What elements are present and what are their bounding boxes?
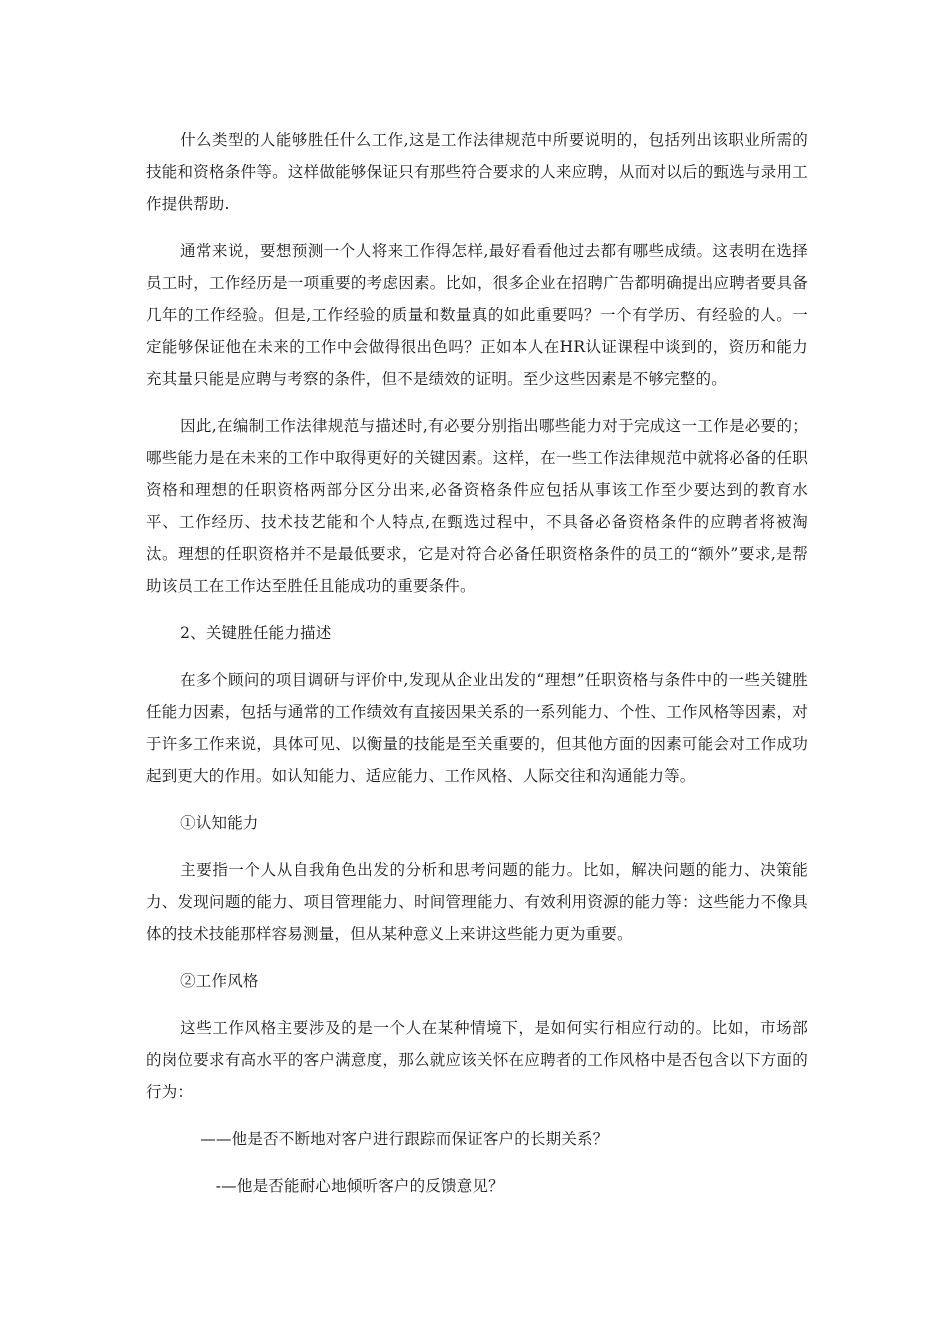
document-body — [146, 124, 808, 1217]
section-heading-key-competency: 2、关键胜任能力描述 — [180, 624, 332, 642]
paragraph-work-style: 这些工作风格主要涉及的是一个人在某种情境下，是如何实行相应行动的。比如，市场部的岗位要求有高水平的客户满意度，那么就应该关怀在应聘者的工作风格中是否包含以下方面的行为： — [146, 1019, 808, 1101]
subheading-work-style: ②工作风格 — [180, 972, 259, 990]
paragraph-cognitive-ability: 主要指一个人从自我角色出发的分析和思考问题的能力。比如，解决问题的能力、决策能力、发现问题的能力、项目管理能力、时间管理能力、有效利用资源的能力等：这些能力不像具体的技术技能那样容易测量，但从某种意义上来讲这些能力更为重要。 — [146, 861, 808, 943]
bullet-customer-tracking: ——他是否不断地对客户进行跟踪而保证客户的长期关系？ — [200, 1130, 609, 1148]
bullet-customer-feedback: -—他是否能耐心地倾听客户的反馈意见？ — [215, 1177, 504, 1195]
paragraph-work-experience: 通常来说，要想预测一个人将来工作得怎样,最好看看他过去都有哪些成绩。这表明在选择员工时，工作经历是一项重要的考虑因素。比如，很多企业在招聘广告都明确提出应聘者要具备几年的工作经验。但是,工作经验的质量和数量真的如此重要吗？一个有学历、有经验的人。一定能够保证他在未来的工作中会做得很出色吗？正如本人在HR认证课程中谈到的，资历和能力充其量只能是应聘与考察的条件，但不是绩效的证明。至少这些因素是不够完整的。 — [146, 242, 808, 388]
paragraph-qualification-intro: 什么类型的人能够胜任什么工作,这是工作法律规范中所要说明的，包括列出该职业所需的技能和资格条件等。这样做能够保证只有那些符合要求的人来应聘，从而对以后的甄选与录用工作提供帮助. — [146, 131, 808, 213]
paragraph-required-vs-ideal: 因此,在编制工作法律规范与描述时,有必要分别指出哪些能力对于完成这一工作是必要的；哪些能力是在未来的工作中取得更好的关键因素。这样，在一些工作法律规范中就将必备的任职资格和理想的任职资格两部分区分出来,必备资格条件应包括从事该工作至少要达到的教育水平、工作经历、技术技艺能和个人特点,在甄选过程中，不具备必备资格条件的应聘者将被淘汰。理想的任职资格并不是最低要求，它是对符合必备任职资格条件的员工的“额外”要求,是帮助该员工在工作达至胜任且能成功的重要条件。 — [146, 417, 808, 595]
paragraph-key-competency-factors: 在多个顾问的项目调研与评价中,发现从企业出发的“理想”任职资格与条件中的一些关键胜任能力因素，包括与通常的工作绩效有直接因果关系的一系列能力、个性、工作风格等因素，对于许多工作来说，具体可见、以衡量的技能是至关重要的，但其他方面的因素可能会对工作成功起到更大的作用。如认知能力、适应能力、工作风格、人际交往和沟通能力等。 — [146, 671, 808, 785]
subheading-cognitive-ability: ①认知能力 — [180, 814, 259, 832]
